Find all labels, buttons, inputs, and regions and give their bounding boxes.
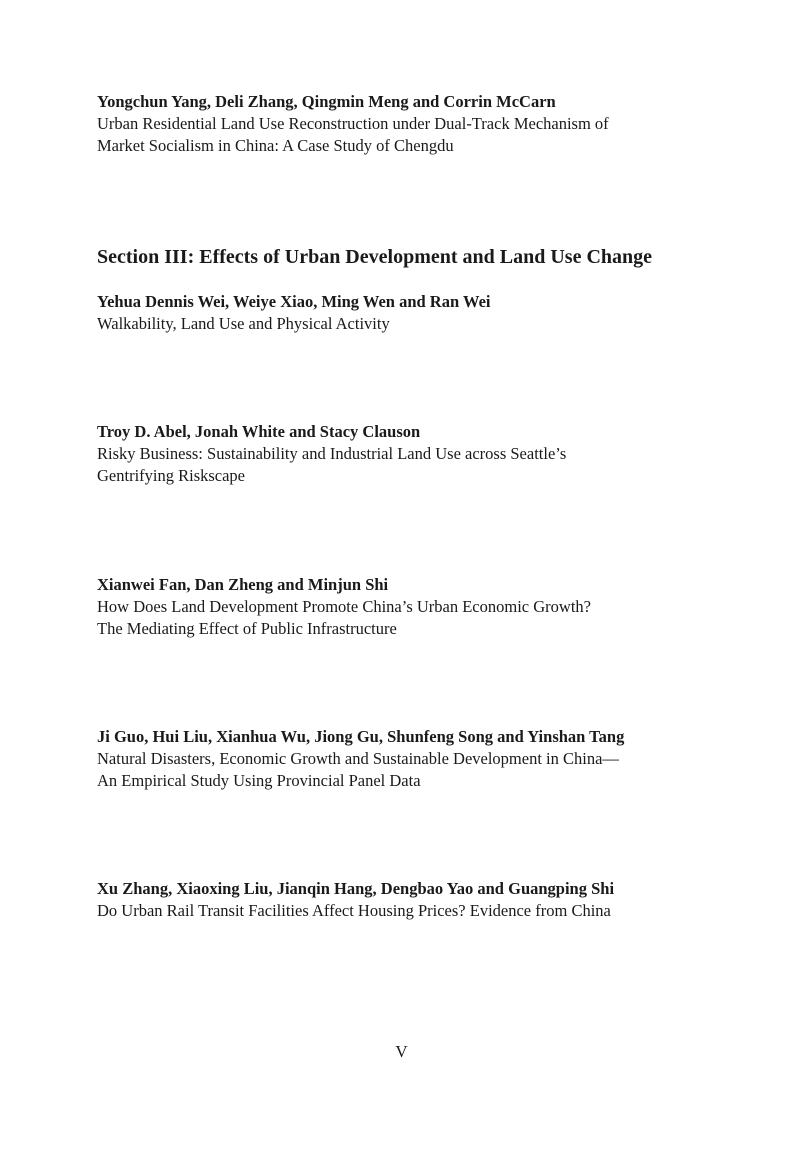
entry-title-line: How Does Land Development Promote China’s Urban Economic Growth?: [97, 597, 591, 616]
entry-title-line: Market Socialism in China: A Case Study of Chengdu: [97, 136, 454, 155]
entry-title-line: Gentrifying Riskscape: [97, 466, 246, 485]
entry-title: [97, 443, 737, 487]
entry-title: [97, 748, 737, 792]
toc-entry: [97, 291, 737, 335]
entry-title: [97, 113, 737, 157]
entry-title: [97, 596, 737, 640]
entry-title-line: Do Urban Rail Transit Facilities Affect Housing Prices? Evidence from China: [97, 901, 611, 920]
entry-authors: Troy D. Abel, Jonah White and Stacy Clauson: [97, 422, 421, 441]
entry-authors: Yongchun Yang, Deli Zhang, Qingmin Meng and Corrin McCarn: [97, 92, 556, 111]
entry-title-line: Risky Business: Sustainability and Industrial Land Use across Seattle’s: [97, 444, 567, 463]
toc-entry: [97, 726, 737, 792]
entry-authors: Xu Zhang, Xiaoxing Liu, Jianqin Hang, Dengbao Yao and Guangping Shi: [97, 879, 615, 898]
entry-title-line: Urban Residential Land Use Reconstruction under Dual-Track Mechanism of: [97, 114, 609, 133]
toc-entry: [97, 878, 737, 922]
page-number: V: [395, 1042, 408, 1061]
toc-entry: [97, 421, 737, 487]
entry-authors: Ji Guo, Hui Liu, Xianhua Wu, Jiong Gu, Shunfeng Song and Yinshan Tang: [97, 727, 625, 746]
entry-title-line: An Empirical Study Using Provincial Panel Data: [97, 771, 421, 790]
entry-title: [97, 313, 737, 335]
entry-title-line: The Mediating Effect of Public Infrastructure: [97, 619, 397, 638]
entry-title: [97, 900, 737, 922]
entry-title-line: Walkability, Land Use and Physical Activity: [97, 314, 390, 333]
toc-entry: [97, 91, 737, 157]
entry-authors: Xianwei Fan, Dan Zheng and Minjun Shi: [97, 575, 389, 594]
entry-authors: Yehua Dennis Wei, Weiye Xiao, Ming Wen and Ran Wei: [97, 292, 491, 311]
toc-entry: [97, 574, 737, 640]
section-heading: Section III: Effects of Urban Development and Land Use Change: [97, 246, 653, 268]
entry-title-line: Natural Disasters, Economic Growth and Sustainable Development in China—: [97, 749, 619, 768]
